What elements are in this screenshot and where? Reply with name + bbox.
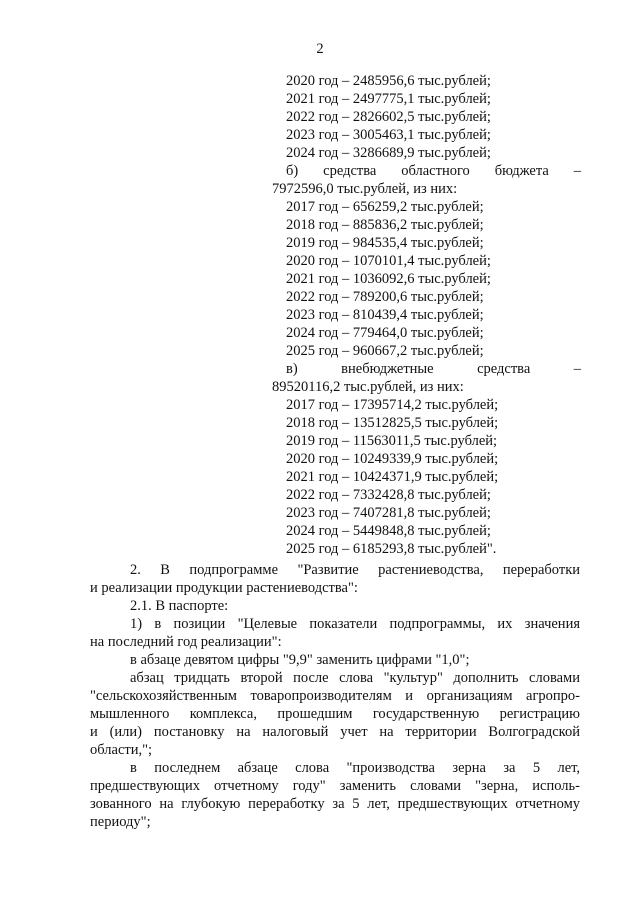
para-32-line: мышленного комплекса, прошедшим государственную регистрацию bbox=[90, 706, 580, 722]
offbudget-year-line: 2017 год – 17395714,2 тыс.рублей; bbox=[286, 397, 499, 413]
header-word: б) bbox=[286, 163, 299, 179]
offbudget-year-line: 2019 год – 11563011,5 тыс.рублей; bbox=[286, 433, 498, 449]
regional-year-line: 2018 год – 885836,2 тыс.рублей; bbox=[286, 217, 484, 233]
header-word: в) bbox=[286, 361, 298, 377]
last-paragraph-line: в последнем абзаце слова "производства зерна за 5 лет, bbox=[130, 760, 580, 776]
offbudget-year-line: 2025 год – 6185293,8 тыс.рублей". bbox=[286, 541, 497, 557]
offbudget-year-line: 2024 год – 5449848,8 тыс.рублей; bbox=[286, 523, 491, 539]
federal-year-line: 2023 год – 3005463,1 тыс.рублей; bbox=[286, 127, 491, 143]
last-paragraph-line: периоду"; bbox=[90, 814, 151, 830]
offbudget-year-line: 2021 год – 10424371,9 тыс.рублей; bbox=[286, 469, 499, 485]
offbudget-year-line: 2020 год – 10249339,9 тыс.рублей; bbox=[286, 451, 499, 467]
regional-year-line: 2019 год – 984535,4 тыс.рублей; bbox=[286, 235, 484, 251]
offbudget-total: 89520116,2 тыс.рублей, из них: bbox=[272, 379, 464, 395]
last-paragraph-line: зованного на глубокую переработку за 5 лет, предшествующих отчетному bbox=[90, 796, 580, 812]
header-word: средства bbox=[323, 163, 377, 179]
regional-year-line: 2025 год – 960667,2 тыс.рублей; bbox=[286, 343, 484, 359]
regional-year-line: 2017 год – 656259,2 тыс.рублей; bbox=[286, 199, 484, 215]
header-word: областного bbox=[401, 163, 470, 179]
federal-year-line: 2021 год – 2497775,1 тыс.рублей; bbox=[286, 91, 491, 107]
para-32-line: абзац тридцать второй после слова "культур" дополнить словами bbox=[130, 670, 580, 686]
ninth-paragraph-amendment: в абзаце девятом цифры "9,9" заменить цифрами "1,0"; bbox=[130, 652, 470, 668]
header-word: – bbox=[573, 361, 581, 377]
section-2-1-heading: 2.1. В паспорте: bbox=[130, 598, 229, 614]
offbudget-year-line: 2023 год – 7407281,8 тыс.рублей; bbox=[286, 505, 491, 521]
regional-year-line: 2022 год – 789200,6 тыс.рублей; bbox=[286, 289, 484, 305]
last-paragraph-line: предшествующих отчетному году" заменить словами "зерна, исполь- bbox=[90, 778, 580, 794]
page-number: 2 bbox=[316, 41, 324, 57]
offbudget-year-line: 2018 год – 13512825,5 тыс.рублей; bbox=[286, 415, 499, 431]
offbudget-year-line: 2022 год – 7332428,8 тыс.рублей; bbox=[286, 487, 491, 503]
para-32-line: "сельскохозяйственным товаропроизводителям и организациям агропро- bbox=[90, 688, 580, 704]
header-word: – bbox=[573, 163, 581, 179]
header-word: бюджета bbox=[494, 163, 549, 179]
section-2-heading: 2. В подпрограмме "Развитие растениеводства, переработки bbox=[130, 562, 580, 578]
regional-year-line: 2020 год – 1070101,4 тыс.рублей; bbox=[286, 253, 491, 269]
federal-year-line: 2024 год – 3286689,9 тыс.рублей; bbox=[286, 145, 491, 161]
para-32-line: и (или) постановку на налоговый учет на территории Волгоградской bbox=[90, 724, 580, 740]
federal-year-line: 2022 год – 2826602,5 тыс.рублей; bbox=[286, 109, 491, 125]
item-1-text-cont: на последний год реализации": bbox=[90, 634, 282, 650]
offbudget-header bbox=[286, 360, 581, 378]
header-word: средства bbox=[477, 361, 531, 377]
regional-year-line: 2023 год – 810439,4 тыс.рублей; bbox=[286, 307, 484, 323]
section-2-heading-cont: и реализации продукции растениеводства": bbox=[90, 580, 358, 596]
federal-year-line: 2020 год – 2485956,6 тыс.рублей; bbox=[286, 73, 491, 89]
regional-budget-header bbox=[286, 162, 581, 180]
regional-year-line: 2024 год – 779464,0 тыс.рублей; bbox=[286, 325, 484, 341]
regional-budget-total: 7972596,0 тыс.рублей, из них: bbox=[272, 181, 458, 197]
regional-year-line: 2021 год – 1036092,6 тыс.рублей; bbox=[286, 271, 491, 287]
header-word: внебюджетные bbox=[341, 361, 434, 377]
item-1-text: 1) в позиции "Целевые показатели подпрограммы, их значения bbox=[130, 616, 580, 632]
para-32-line: области,"; bbox=[90, 742, 153, 758]
